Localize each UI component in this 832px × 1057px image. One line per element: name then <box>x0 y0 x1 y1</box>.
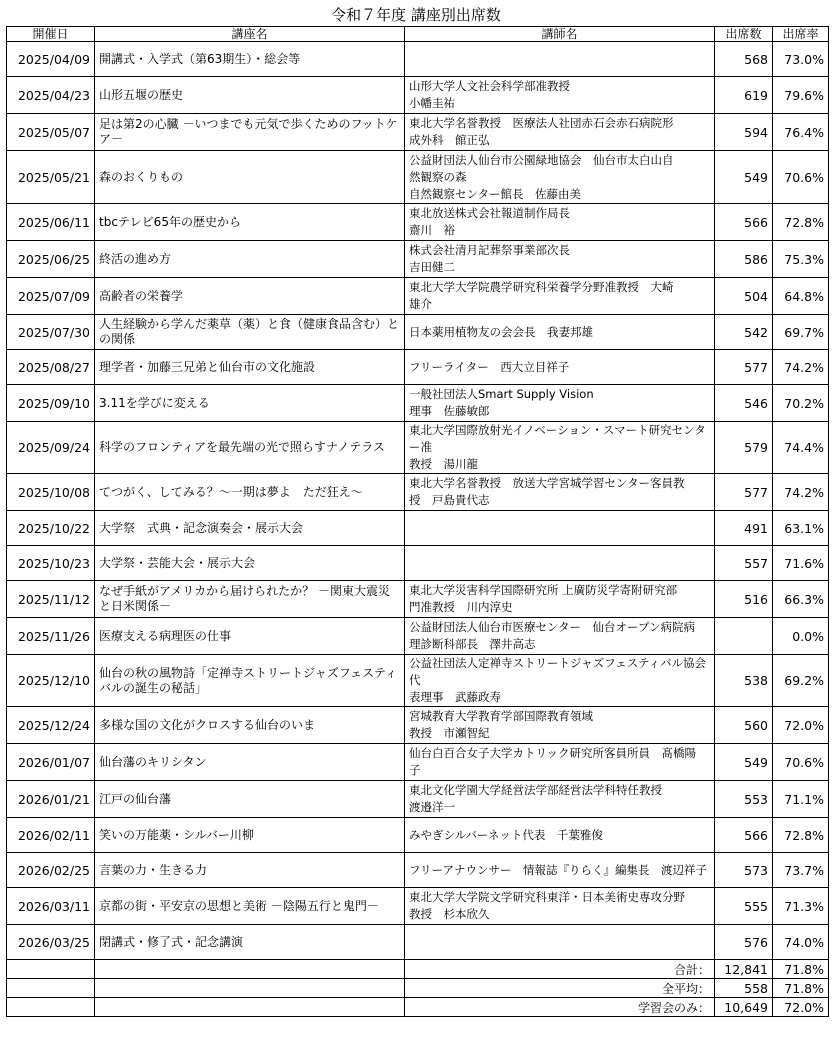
lecturer-line: 東北大学大学院農学研究科栄養学分野准教授 大崎 <box>409 280 674 294</box>
attendance-cell: 504 <box>715 278 773 315</box>
lecturer-line: 山形大学人文社会科学部准教授 <box>409 79 570 93</box>
course-cell: てつがく、してみる？～一期は夢よ ただ狂え～ <box>95 474 405 511</box>
lecturer-line: 東北放送株式会社報道制作局長 <box>409 206 570 220</box>
rate-cell: 64.8% <box>773 278 829 315</box>
rate-cell: 74.2% <box>773 350 829 385</box>
rate-cell: 73.7% <box>773 853 829 888</box>
table-row <box>7 422 829 474</box>
lecturer-line: 東北文化学園大学経営法学部経営法学科特任教授 <box>409 783 662 797</box>
course-cell: 山形五堰の歴史 <box>95 77 405 114</box>
lecturer-line: 子 <box>409 763 421 777</box>
lecturer-line: 東北大学名誉教授 放送大学宮城学習センター客員教 <box>409 476 685 490</box>
attendance-cell: 568 <box>715 42 773 77</box>
course-cell: 理学者・加藤三兄弟と仙台市の文化施設 <box>95 350 405 385</box>
table-row <box>7 781 829 818</box>
lecturer-line: 教授 杉本欣久 <box>409 907 490 921</box>
attendance-cell: 576 <box>715 925 773 960</box>
summary-rate: 71.8% <box>773 960 829 979</box>
header-row <box>7 27 829 42</box>
lecturer-cell <box>405 42 715 77</box>
lecturer-line: フリーアナウンサー 情報誌『りらく』編集長 渡辺祥子 <box>409 862 707 877</box>
rate-cell: 79.6% <box>773 77 829 114</box>
date-cell: 2026/02/11 <box>7 818 95 853</box>
summary-rate: 71.8% <box>773 979 829 998</box>
lecturer-line: 門准教授 川内淳史 <box>409 600 513 614</box>
attendance-cell: 619 <box>715 77 773 114</box>
lecturer-cell <box>405 781 715 818</box>
course-cell: 多様な国の文化がクロスする仙台のいま <box>95 707 405 744</box>
course-cell: 3.11を学びに変える <box>95 385 405 422</box>
course-cell: tbcテレビ65年の歴史から <box>95 204 405 241</box>
attendance-cell <box>715 618 773 655</box>
header-rate: 出席率 <box>773 27 829 42</box>
lecturer-line: 渡邉洋一 <box>409 800 455 814</box>
rate-cell: 63.1% <box>773 511 829 546</box>
rate-cell: 72.0% <box>773 707 829 744</box>
attendance-cell: 546 <box>715 385 773 422</box>
attendance-cell: 577 <box>715 350 773 385</box>
table-row <box>7 204 829 241</box>
table-row <box>7 77 829 114</box>
date-cell: 2025/06/25 <box>7 241 95 278</box>
lecturer-line: 表理事 武藤政寿 <box>409 690 501 704</box>
attendance-cell: 516 <box>715 581 773 618</box>
table-row <box>7 925 829 960</box>
lecturer-cell <box>405 151 715 204</box>
table-row <box>7 151 829 204</box>
page-title: 令和７年度 講座別出席数 <box>331 6 501 24</box>
lecturer-line: 日本薬用植物友の会会長 我妻邦雄 <box>409 324 593 339</box>
attendance-cell: 594 <box>715 114 773 151</box>
lecturer-cell <box>405 618 715 655</box>
table-row <box>7 241 829 278</box>
rate-cell: 70.6% <box>773 151 829 204</box>
rate-cell: 75.3% <box>773 241 829 278</box>
table-row <box>7 278 829 315</box>
table-row <box>7 744 829 781</box>
lecturer-line: 仙台白百合女子大学カトリック研究所客員所員 髙橋陽 <box>409 746 697 760</box>
table-row <box>7 42 829 77</box>
lecturer-line: 東北大学国際放射光イノベーション・スマート研究センター准 <box>409 423 706 454</box>
summary-value: 12,841 <box>715 960 773 979</box>
course-cell: 森のおくりもの <box>95 151 405 204</box>
date-cell: 2026/02/25 <box>7 853 95 888</box>
lecturer-line: 教授 市瀬智紀 <box>409 726 490 740</box>
course-cell: 仙台藩のキリシタン <box>95 744 405 781</box>
attendance-cell: 560 <box>715 707 773 744</box>
lecturer-line: 授 戸島貴代志 <box>409 493 490 507</box>
date-cell: 2025/08/27 <box>7 350 95 385</box>
header-attendance: 出席数 <box>715 27 773 42</box>
summary-value: 10,649 <box>715 998 773 1017</box>
lecturer-cell <box>405 888 715 925</box>
date-cell: 2025/04/09 <box>7 42 95 77</box>
summary-row <box>7 979 829 998</box>
lecturer-cell <box>405 422 715 474</box>
course-cell: 人生経験から学んだ薬草（薬）と食（健康食品含む）との関係 <box>95 315 405 350</box>
lecturer-line: 教授 湯川龍 <box>409 457 478 471</box>
lecturer-line: 然観察の森 <box>409 169 467 184</box>
date-cell: 2026/01/07 <box>7 744 95 781</box>
date-cell: 2025/11/12 <box>7 581 95 618</box>
lecturer-line: 公益財団法人仙台市医療センター 仙台オープン病院病 <box>409 620 696 634</box>
date-cell: 2025/04/23 <box>7 77 95 114</box>
course-cell: 科学のフロンティアを最先端の光で照らすナノテラス <box>95 422 405 474</box>
rate-cell: 0.0% <box>773 618 829 655</box>
date-cell: 2025/10/22 <box>7 511 95 546</box>
table-row <box>7 315 829 350</box>
lecturer-line: 公益社団法人定禅寺ストリートジャズフェスティバル協会代 <box>409 656 707 687</box>
table-row <box>7 114 829 151</box>
lecturer-cell <box>405 581 715 618</box>
lecturer-cell <box>405 655 715 707</box>
lecturer-line: フリーライター 西大立目祥子 <box>409 359 570 374</box>
date-cell: 2026/01/21 <box>7 781 95 818</box>
date-cell: 2025/05/07 <box>7 114 95 151</box>
lecturer-cell <box>405 707 715 744</box>
course-cell: なぜ手紙がアメリカから届けられたか？ －関東大震災と日米関係－ <box>95 581 405 618</box>
attendance-cell: 538 <box>715 655 773 707</box>
attendance-cell: 573 <box>715 853 773 888</box>
summary-blank-cell <box>7 960 95 979</box>
lecturer-cell <box>405 818 715 853</box>
lecturer-line: 理事 佐藤敏郎 <box>409 404 490 418</box>
lecturer-cell <box>405 385 715 422</box>
table-row <box>7 707 829 744</box>
attendance-cell: 542 <box>715 315 773 350</box>
course-cell: 足は第2の心臓 －いつまでも元気で歩くためのフットケア－ <box>95 114 405 151</box>
table-row <box>7 853 829 888</box>
summary-blank-cell <box>95 979 405 998</box>
lecturer-cell <box>405 853 715 888</box>
rate-cell: 71.6% <box>773 546 829 581</box>
summary-blank-cell <box>95 998 405 1017</box>
header-lecturer: 講師名 <box>405 27 715 42</box>
attendance-cell: 579 <box>715 422 773 474</box>
course-cell: 医療支える病理医の仕事 <box>95 618 405 655</box>
date-cell: 2025/06/11 <box>7 204 95 241</box>
lecturer-cell <box>405 241 715 278</box>
date-cell: 2025/10/08 <box>7 474 95 511</box>
lecturer-line: みやぎシルバーネット代表 千葉雅俊 <box>409 827 603 842</box>
lecturer-line: 東北大学名誉教授 医療法人社団赤石会赤石病院形 <box>409 116 674 130</box>
date-cell: 2026/03/11 <box>7 888 95 925</box>
table-body <box>7 42 829 1017</box>
header-date: 開催日 <box>7 27 95 42</box>
rate-cell: 73.0% <box>773 42 829 77</box>
attendance-cell: 491 <box>715 511 773 546</box>
lecturer-line: 東北大学大学院文学研究科東洋・日本美術史専攻分野 <box>409 890 685 904</box>
summary-blank-cell <box>7 979 95 998</box>
rate-cell: 66.3% <box>773 581 829 618</box>
summary-label: 全平均： <box>405 979 715 998</box>
lecturer-cell <box>405 350 715 385</box>
attendance-cell: 549 <box>715 744 773 781</box>
rate-cell: 76.4% <box>773 114 829 151</box>
course-cell: 閉講式・修了式・記念講演 <box>95 925 405 960</box>
date-cell: 2025/07/30 <box>7 315 95 350</box>
attendance-table <box>6 26 829 1017</box>
course-cell: 終活の進め方 <box>95 241 405 278</box>
date-cell: 2025/12/10 <box>7 655 95 707</box>
rate-cell: 69.2% <box>773 655 829 707</box>
attendance-cell: 553 <box>715 781 773 818</box>
summary-label: 合計： <box>405 960 715 979</box>
lecturer-line: 齋川 裕 <box>409 223 455 237</box>
lecturer-cell <box>405 744 715 781</box>
lecturer-cell <box>405 474 715 511</box>
rate-cell: 72.8% <box>773 204 829 241</box>
date-cell: 2025/05/21 <box>7 151 95 204</box>
date-cell: 2025/09/24 <box>7 422 95 474</box>
summary-blank-cell <box>7 998 95 1017</box>
summary-value: 558 <box>715 979 773 998</box>
rate-cell: 72.8% <box>773 818 829 853</box>
lecturer-line: 株式会社清月記葬祭事業部次長 <box>409 243 570 257</box>
attendance-cell: 566 <box>715 204 773 241</box>
attendance-cell: 549 <box>715 151 773 204</box>
course-cell: 江戸の仙台藩 <box>95 781 405 818</box>
table-row <box>7 818 829 853</box>
attendance-cell: 555 <box>715 888 773 925</box>
course-cell: 笑いの万能薬・シルバー川柳 <box>95 818 405 853</box>
rate-cell: 74.2% <box>773 474 829 511</box>
table-row <box>7 350 829 385</box>
course-cell: 開講式・入学式（第63期生）・総会等 <box>95 42 405 77</box>
table-row <box>7 546 829 581</box>
table-row <box>7 618 829 655</box>
course-cell: 言葉の力・生きる力 <box>95 853 405 888</box>
table-row <box>7 511 829 546</box>
date-cell: 2025/12/24 <box>7 707 95 744</box>
lecturer-line: 宮城教育大学教育学部国際教育領域 <box>409 709 593 723</box>
attendance-cell: 557 <box>715 546 773 581</box>
lecturer-line: 自然観察センター館長 佐藤由美 <box>409 186 582 201</box>
lecturer-line: 東北大学災害科学国際研究所 上廣防災学寄附研究部 <box>409 583 678 597</box>
rate-cell: 71.1% <box>773 781 829 818</box>
lecturer-line: 雄介 <box>409 297 432 311</box>
lecturer-cell <box>405 925 715 960</box>
course-cell: 京都の街・平安京の思想と美術 －陰陽五行と鬼門－ <box>95 888 405 925</box>
lecturer-cell <box>405 278 715 315</box>
course-cell: 大学祭 式典・記念演奏会・展示大会 <box>95 511 405 546</box>
summary-row <box>7 998 829 1017</box>
summary-rate: 72.0% <box>773 998 829 1017</box>
lecturer-line: 小幡圭祐 <box>409 96 455 110</box>
lecturer-cell <box>405 204 715 241</box>
table-row <box>7 474 829 511</box>
lecturer-line: 成外科 館正弘 <box>409 133 490 147</box>
attendance-cell: 577 <box>715 474 773 511</box>
lecturer-cell <box>405 77 715 114</box>
lecturer-cell <box>405 114 715 151</box>
lecturer-line: 吉田健二 <box>409 260 455 274</box>
summary-blank-cell <box>95 960 405 979</box>
rate-cell: 69.7% <box>773 315 829 350</box>
header-course: 講座名 <box>95 27 405 42</box>
course-cell: 大学祭・芸能大会・展示大会 <box>95 546 405 581</box>
date-cell: 2025/10/23 <box>7 546 95 581</box>
attendance-cell: 586 <box>715 241 773 278</box>
attendance-cell: 566 <box>715 818 773 853</box>
lecturer-line: 理診断科部長 澤井高志 <box>409 637 536 651</box>
rate-cell: 71.3% <box>773 888 829 925</box>
rate-cell: 74.0% <box>773 925 829 960</box>
date-cell: 2026/03/25 <box>7 925 95 960</box>
summary-row <box>7 960 829 979</box>
rate-cell: 74.4% <box>773 422 829 474</box>
table-row <box>7 888 829 925</box>
lecturer-line: 公益財団法人仙台市公園緑地協会 仙台市太白山自 <box>409 152 674 167</box>
table-row <box>7 655 829 707</box>
table-row <box>7 385 829 422</box>
lecturer-cell <box>405 511 715 546</box>
date-cell: 2025/07/09 <box>7 278 95 315</box>
date-cell: 2025/09/10 <box>7 385 95 422</box>
course-cell: 高齢者の栄養学 <box>95 278 405 315</box>
date-cell: 2025/11/26 <box>7 618 95 655</box>
lecturer-cell <box>405 546 715 581</box>
rate-cell: 70.2% <box>773 385 829 422</box>
course-cell: 仙台の秋の風物詩「定禅寺ストリートジャズフェスティバルの誕生の秘話」 <box>95 655 405 707</box>
lecturer-cell <box>405 315 715 350</box>
rate-cell: 70.6% <box>773 744 829 781</box>
summary-label: 学習会のみ： <box>405 998 715 1017</box>
table-row <box>7 581 829 618</box>
lecturer-line: 一般社団法人Smart Supply Vision <box>409 387 594 401</box>
